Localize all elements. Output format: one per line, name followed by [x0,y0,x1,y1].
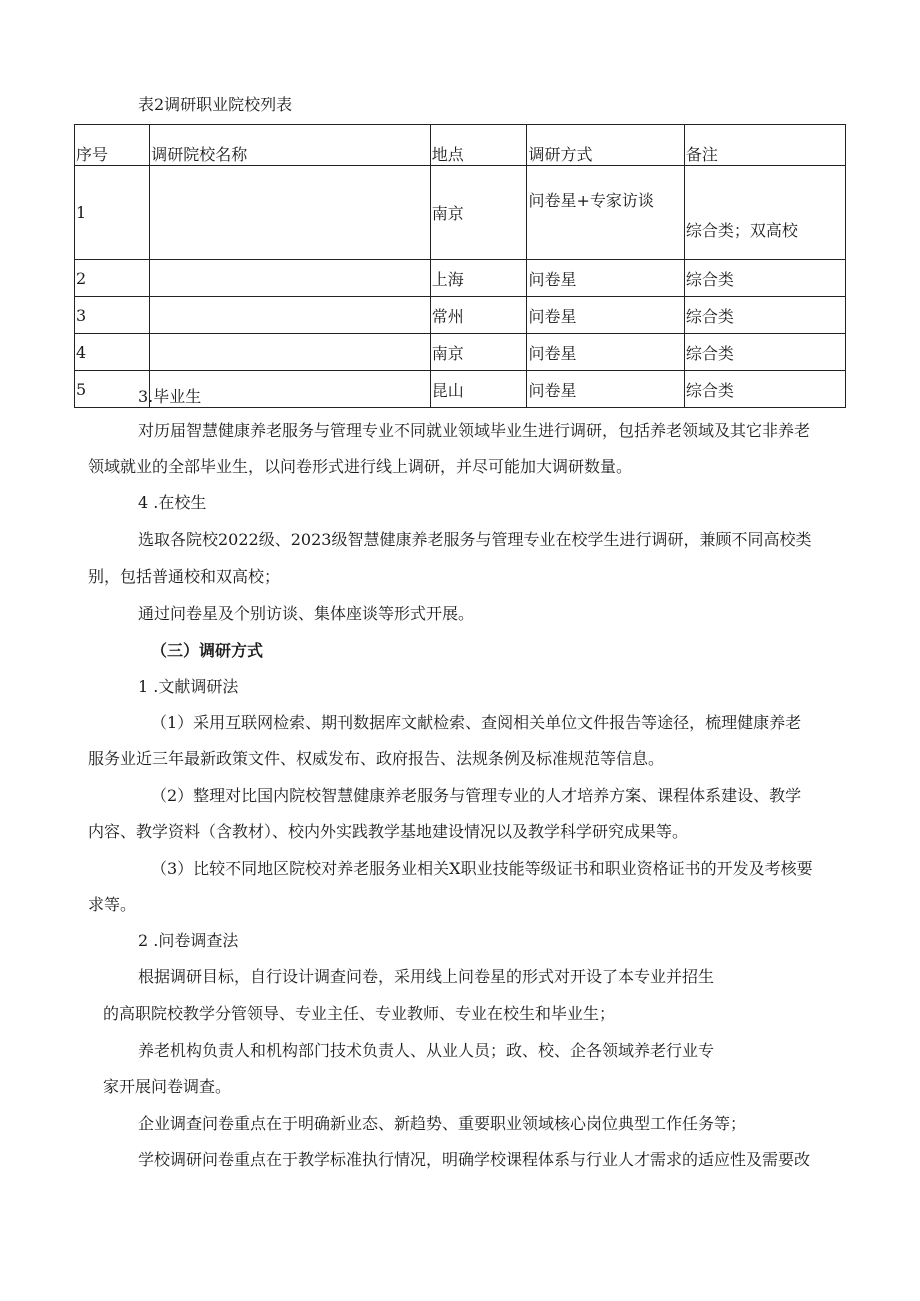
cell-method: 问卷星 [527,297,684,334]
cell-no: 2 [75,260,150,297]
cell-no: 3 [75,297,150,334]
questionnaire-paragraph-line: 的高职院校教学分管领导、专业主任、专业教师、专业在校生和毕业生； [103,1004,616,1023]
cell-note: 综合类 [684,334,845,371]
cell-method: 问卷星 [527,260,684,297]
questionnaire-paragraph-line: 养老机构负责人和机构部门技术负责人、从业人员；政、校、企各领域养老行业专 [138,1041,715,1060]
cell-location: 南京 [430,334,527,371]
cell-no: 5 [75,371,150,408]
literature-heading: 1 .文献调研法 [138,677,239,696]
header-school-name: 调研院校名称 [150,125,430,166]
graduates-heading: 3.毕业生 [138,387,202,406]
questionnaire-paragraph: 企业调查问卷重点在于明确新业态、新趋势、重要职业领域核心岗位典型工作任务等； [138,1114,747,1133]
table-row [75,166,846,260]
cell-note: 综合类；双高校 [684,166,845,260]
cell-note: 综合类 [684,297,845,334]
cell-method: 问卷星 [527,334,684,371]
literature-item-line: 求等。 [88,895,137,914]
questionnaire-paragraph-line: 家开展问卷调查。 [103,1077,232,1096]
literature-item-line: （1）采用互联网检索、期刊数据库文献检索、查阅相关单位文件报告等途径，梳理健康养老 [151,713,802,732]
cell-no: 1 [75,166,150,260]
literature-item-line: （3）比较不同地区院校对养老服务业相关X职业技能等级证书和职业资格证书的开发及考核要 [151,859,813,878]
table-caption: 表2调研职业院校列表 [138,95,293,114]
students-heading: 4 .在校生 [138,493,207,512]
graduates-paragraph-line: 对历届智慧健康养老服务与管理专业不同就业领域毕业生进行调研，包括养老领域及其它非养老 [138,421,811,440]
literature-item-line: （2）整理对比国内院校智慧健康养老服务与管理专业的人才培养方案、课程体系建设、教学 [151,786,802,805]
students-paragraph-line: 选取各院校2022级、2023级智慧健康养老服务与管理专业在校学生进行调研，兼顾不同高校类 [138,530,812,549]
table-row [75,260,846,297]
table-row [75,297,846,334]
graduates-paragraph-line: 领域就业的全部毕业生，以问卷形式进行线上调研，并尽可能加大调研数量。 [88,457,633,476]
cell-location: 南京 [430,166,527,260]
questionnaire-heading: 2 .问卷调查法 [138,931,239,950]
survey-schools-table [74,124,846,408]
cell-location: 昆山 [430,371,527,408]
header-method: 调研方式 [527,125,684,166]
section-heading: （三）调研方式 [151,641,264,660]
header-location: 地点 [430,125,527,166]
cell-school-name [150,297,430,334]
literature-item-line: 内容、教学资料（含教材）、校内外实践教学基地建设情况以及教学科学研究成果等。 [88,822,689,841]
students-paragraph-line: 别，包括普通校和双高校； [88,567,281,586]
cell-school-name [150,166,430,260]
cell-school-name [150,334,430,371]
questionnaire-paragraph-line: 根据调研目标，自行设计调查问卷，采用线上问卷星的形式对开设了本专业并招生 [138,967,715,986]
cell-location: 上海 [430,260,527,297]
cell-no: 4 [75,334,150,371]
cell-note: 综合类 [684,260,845,297]
cell-note: 综合类 [684,371,845,408]
cell-method: 问卷星+专家访谈 [527,166,684,260]
literature-item-line: 服务业近三年最新政策文件、权威发布、政府报告、法规条例及标准规范等信息。 [88,749,665,768]
questionnaire-paragraph: 学校调研问卷重点在于教学标准执行情况，明确学校课程体系与行业人才需求的适应性及需要改 [138,1150,811,1169]
students-paragraph: 通过问卷星及个别访谈、集体座谈等形式开展。 [138,604,475,623]
table-row [75,334,846,371]
cell-method: 问卷星 [527,371,684,408]
header-no: 序号 [75,125,150,166]
cell-school-name [150,260,430,297]
table-header-row [75,125,846,166]
cell-location: 常州 [430,297,527,334]
header-note: 备注 [684,125,845,166]
